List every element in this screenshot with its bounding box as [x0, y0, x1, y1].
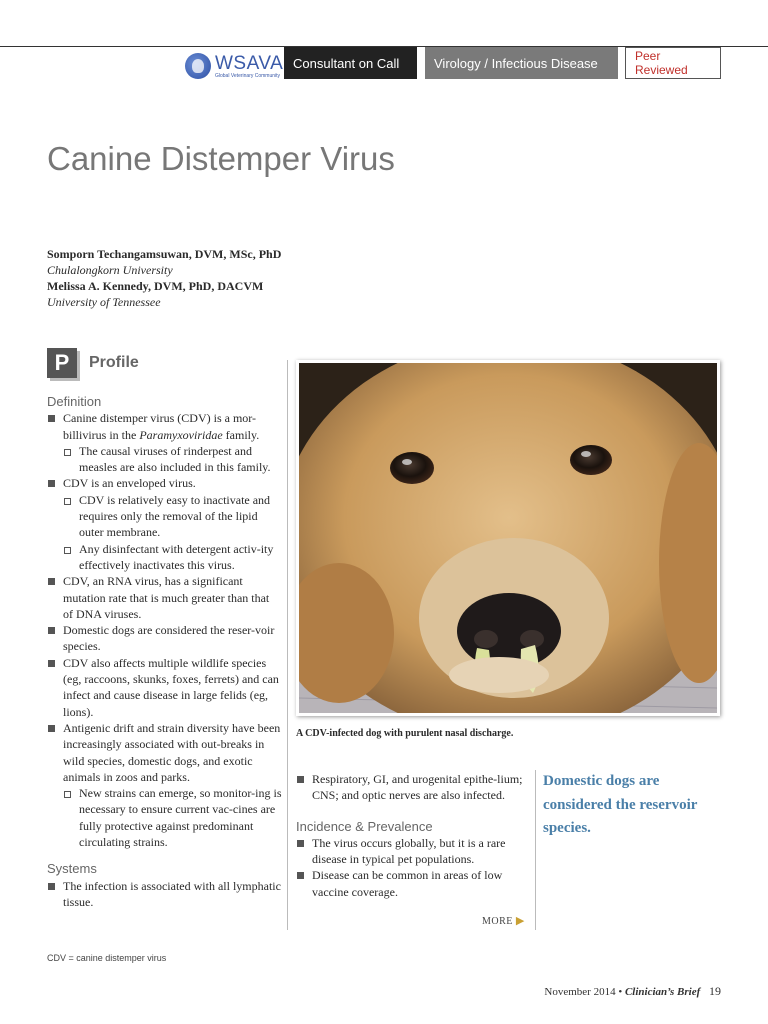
- publication-name: Clinician’s Brief: [624, 986, 701, 998]
- list-item: Canine distemper virus (CDV) is a mor-billivirus in the Paramyxoviridae family.: [47, 410, 282, 443]
- list-item: CDV also affects multiple wildlife species (eg, raccoons, skunks, foxes, ferrets) and can infect and cause disease in large felids (eg, lions).: [47, 655, 282, 720]
- author-list: [47, 246, 281, 310]
- brand-tagline: Global Veterinary Community: [215, 72, 281, 79]
- pull-quote: Domestic dogs are considered the reservoir species.: [543, 773, 698, 836]
- more-link[interactable]: [482, 914, 525, 927]
- profile-label: Profile: [89, 354, 139, 371]
- author-name: Somporn Techangamsuwan, DVM, MSc, PhD: [47, 247, 282, 261]
- list-item: Any disinfectant with detergent activ-ity effectively inactivates this virus.: [47, 541, 282, 574]
- definition-heading: Definition: [47, 394, 102, 409]
- globe-icon: [185, 53, 211, 79]
- systems-list: [47, 878, 282, 911]
- column-divider: [535, 770, 536, 930]
- column-divider: [287, 360, 288, 930]
- list-item: The causal viruses of rinderpest and measles are also included in this family.: [47, 443, 282, 476]
- triangle-right-icon: ▶: [515, 915, 525, 927]
- systems-list-continued: [296, 771, 528, 804]
- list-item: The virus occurs globally, but it is a rare disease in typical pet populations.: [296, 835, 528, 868]
- list-item: Disease can be common in areas of low vaccine coverage.: [296, 867, 528, 900]
- middle-column: [296, 771, 528, 900]
- profile-heading: [47, 348, 139, 378]
- profile-letter-badge: P: [47, 348, 77, 378]
- photo-caption: A CDV-infected dog with purulent nasal discharge.: [296, 728, 514, 739]
- systems-heading: Systems: [47, 861, 97, 877]
- list-item: Domestic dogs are considered the reser-voir species.: [47, 622, 282, 655]
- list-item: CDV is relatively easy to inactivate and requires only the removal of the lipid outer membrane.: [47, 492, 282, 541]
- peer-reviewed-badge: Peer Reviewed: [625, 47, 721, 79]
- wsava-logo: [185, 53, 283, 79]
- abbreviation-footnote: CDV = canine distemper virus: [47, 953, 167, 963]
- issue-date: November 2014: [544, 986, 616, 998]
- dog-photo-illustration: [299, 363, 717, 713]
- dog-photo: [296, 360, 720, 716]
- article-title: Canine Distemper Virus: [47, 140, 395, 177]
- list-item: Antigenic drift and strain diversity have been increasingly associated with out-breaks in wild species, domestic dogs, and exotic animals in zoos and parks.: [47, 720, 282, 785]
- author-institution: Chulalongkorn University: [47, 263, 173, 277]
- author-institution: University of Tennessee: [47, 295, 161, 309]
- page-number: 19: [709, 984, 721, 998]
- page-footer: [544, 984, 721, 999]
- series-tag: Consultant on Call: [284, 47, 417, 79]
- definition-list: [47, 410, 282, 850]
- incidence-heading: Incidence & Prevalence: [296, 818, 433, 834]
- brand-name: WSAVA: [215, 52, 284, 74]
- more-label: MORE: [482, 916, 513, 927]
- footer-separator: •: [618, 986, 623, 998]
- list-item: CDV is an enveloped virus.: [47, 475, 282, 491]
- incidence-list: [296, 835, 528, 900]
- list-item: New strains can emerge, so monitor-ing is necessary to ensure current vac-cines are fully protective against predominant circulating strains.: [47, 785, 282, 850]
- left-column: [47, 394, 282, 910]
- list-item: Respiratory, GI, and urogenital epithe-lium; CNS; and optic nerves are also infected.: [296, 771, 528, 804]
- list-item: The infection is associated with all lymphatic tissue.: [47, 878, 282, 911]
- topic-tag: Virology / Infectious Disease: [425, 47, 618, 79]
- author-name: Melissa A. Kennedy, DVM, PhD, DACVM: [47, 279, 264, 293]
- list-item: CDV, an RNA virus, has a significant mutation rate that is much greater than that of DNA viruses.: [47, 573, 282, 622]
